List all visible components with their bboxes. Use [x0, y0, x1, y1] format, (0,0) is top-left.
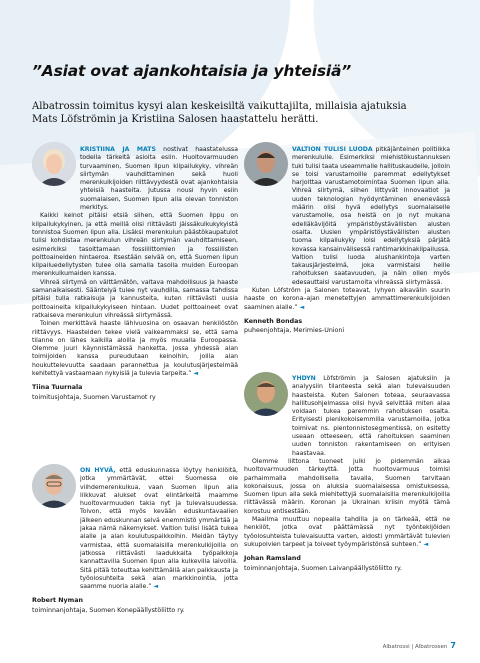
quote-keyword: YHDYN [292, 375, 316, 382]
quote-text: nostivat haastatelussa todella tärkeitä asioita esiin. Huoltovarmuuden turvaaminen, Suomen lipun kilpailukyky, vihreän siirtymän vauhdittaminen sekä huoli merenkulkijoiden riittävyydestä ovat ajankohtaisia yhteisiä haasteita. Jutussa nousi hyvin esiin suomalaisen, Suomen lipun alla olevan tonniston merkitys. [80, 146, 238, 212]
quote-text: että eduskunnassa löytyy henkilöitä, jotka ymmärtävät, ettei Suomessa ole viihdemerenkulkua, vaan Suomen lipun alla liikkuvat alukset ovat elintärkeitä maamme huoltovarmuuden takia nyt ja tulevaisuudessa. Toivon, että myös kevään eduskuntavaalien jälkeen eduskunnan selvä enemmistö ymmärtää ja jakaa nämä näkemykset. Valtion tulisi lisätä tukea alalle ja alan koulutuspaikkoihin. Meidän täytyy varmistaa, että suomalaisilla merenkulkijoilla on jatkossa riittävästi laadukkaita työpaikkoja kannattavilla Suomen lipun alla kulkevilla laivoilla. Sitä pitää toteuttaa kehittämällä alan palkkausta ja työolosuhteita sekä alan markkinointia, jotta saamme nuoria alalle.” [80, 467, 238, 591]
quote-text: Kuten Löfström ja Salonen toteavat, lyhyen aikavälin suurin haaste on korona–ajan menetettyjen ammattimerenkulkijoiden saaminen alalle.” [244, 287, 450, 311]
quote-keyword: VALTION TULISI LUODA [292, 146, 373, 153]
quote-text: pitkäjänteinen politiikka merenkululle. Esimerkiksi miehistökustannuksen tuki tulisi taata useammalle hallituskaudelle, jolloin se toisi varustamoille paremmat edellytykset harjoittaa varustamotoimintaa Suomen lipun alla. Vihreä siirtymä, siihen liittyvät innovaatiot ja uuden teknologian hyödyntäminen enenevässä määrin olisi hyvä edellytys suomalaiselle varustamolle, osa heistä on jo nyt mukana edelläkävijöitä ympäristöystävällisten alusten osalta. Uusien ympäristöystävällisten alusten tuoma kilpailukyky loisi edellytyksiä pärjätä kovassa kansainvälisessä rahtimarkkinakilpailussa. Valtion tulisi luoda alushankintoja varten takausjärjestelmä, joka varmistaisi heille rahoituksen saatavuuden, ja näin ollen myös edesauttaisi varustamoita vihreässä siirtymässä. [292, 146, 451, 286]
author-name: Tiina Tuurnala [32, 384, 83, 392]
end-marker-icon: ◄ [153, 583, 159, 591]
author-role: toimitusjohtaja, Suomen Varustamot ry [32, 393, 156, 401]
page-number: 7 [450, 641, 456, 650]
author-name: Kenneth Bondas [244, 317, 303, 325]
quote-text: Olemme liittona tuoneet julki jo pidemmän aikaa huoltovarmuuden tärkeyttä. Jotta huoltovarmuus toimisi parhaimmalla mahdollisella tavalla, Suomen tarvitaan kokonaisuus, jossa on aluksia suomalaisessa omistuksessa, Suomen lipun alla sekä miehitettyjä suomalaisilla merenkulkijoilla riittävässä määrin. Koronan ja Ukrainan kriisin myötä tämä korostuu entisestään. [244, 457, 450, 515]
author-name: Johan Ramsland [244, 555, 301, 563]
quote-johan [244, 375, 450, 573]
quote-text: Vihreä siirtymä on välttämätön, valtava mahdollisuus ja haaste samanaikaisesti. Sääntelyä tulee nyt vauhdilla, samassa tahdissa pitäisi tulla ratkaisuja ja kannusteita, kuten riittävästi uusia polttoaineita kilpailukykyiseen hintaan. Uudet polttoaineet ovat ratkaiseva merenkulun vihreässä siirtymässä. [32, 278, 238, 319]
quote-tiina [32, 146, 238, 402]
quote-kenneth [244, 146, 450, 336]
end-marker-icon: ◄ [299, 303, 305, 311]
quote-text: Maailma muuttuu nopealla tahdilla ja on tärkeää, että ne henkilöt, jotka ovat päättämässä nyt työntekijöiden työolosuhteista tulevaisuutta varten, aidosti ymmärtävät tulevien sukupolvien tarpeet ja toiveet työympäristönsä suhteen.” [244, 516, 450, 548]
quote-keyword: ON HYVÄ, [80, 467, 116, 474]
quote-keyword: KRISTIINA JA MATS [80, 146, 156, 153]
author-role: toiminnanjohtaja, Suomen Laivanpäällystöliitto ry. [244, 564, 402, 572]
quote-text: Toinen merkittävä haaste lähivuosina on osaavan henkilöstön riittävyys. Haasteiden tekee vielä vaikeammaksi se, että sama tilanne on lähes kaikilla aloilla ja myös muualla Euroopassa. Olemme juuri käynnistämässä hanketta, jossa yhdessä alan toimijoiden kanssa pureudutaan keinoihin, joilla alan houkuttelevuutta saadaan parannettua ja koulutusjärjestelmää kehitettyä vastaamaan nykyisiä ja tulevia tarpeita.” [32, 320, 238, 378]
page-footer [383, 641, 456, 650]
article-lead: Albatrossin toimitus kysyi alan keskeisiltä vaikuttajilta, millaisia ajatuksia Mats Löfströmin ja Kristiina Salosen haastattelu herätti. [32, 101, 407, 125]
end-marker-icon: ◄ [423, 540, 429, 548]
publication-name: Albatrossi | Albatrossen [382, 644, 448, 650]
quote-robert [32, 467, 238, 615]
quote-text: Löfströmin ja Salosen ajatuksiin ja analyysiin tilanteesta sekä alan tulevaisuuden haasteista. Kuten Salonen toteaa, seuraavassa hallitusohjelmassa olisi hyvä selvittää miten alaa voidaan tukea paremmin rahoituksen osalta. Erityisesti pienikokoisemmilla varustamoilla, jotka toimivat ns. pientonnistosegmentissä, on esitetty useaan otteeseen, että rahoituksen saaminen uuden tonniston rakentamiseen on erityisen haastavaa. [292, 375, 450, 457]
article-title: ”Asiat ovat ajankohtaisia ja yhteisiä” [32, 62, 352, 80]
quote-text: Kaikki keinot pitäisi etsiä siihen, että Suomen lippu on kilpailukykyinen, ja että meillä olisi riittävästi jäissäkulkukykyistä tonnistoa Suomen lipun alla. Lisäksi merenkulun päästökaupatulot tulisi kohdistaa merenkulun vihreän siirtymän vauhdittamiseen, esimerkiksi tasoittamaan fossiilittomien ja fossiilisten polttoaineiden hintaeroa. Itsestään selvää on, että Suomen lipun kilpailuedellytysten tulee olla samalla tasolla muiden Euroopan merenkulkumaiden kanssa. [32, 212, 238, 278]
author-role: puheenjohtaja, Merimies-Unioni [244, 327, 345, 335]
end-marker-icon: ◄ [193, 370, 199, 378]
author-name: Robert Nyman [32, 597, 83, 605]
author-role: toiminnanjohtaja, Suomen Konepäällystöliitto ry. [32, 606, 185, 614]
